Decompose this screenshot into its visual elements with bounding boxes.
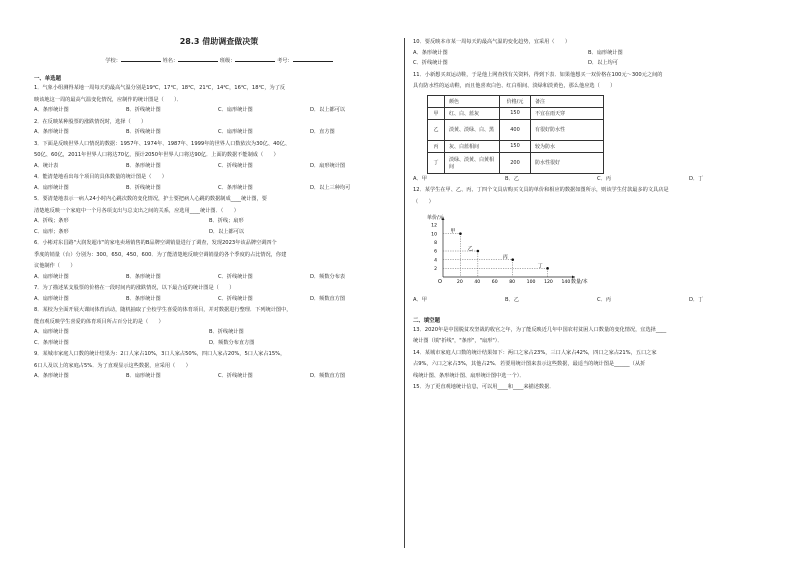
left-column — [34, 0, 404, 382]
question-3-options — [34, 161, 404, 172]
question-4-options — [34, 183, 404, 194]
table-cell: 甲 — [428, 107, 445, 119]
y-tick-label: 2 — [434, 266, 437, 272]
question-3-text-line: 50亿、60亿，2011年世界人口将达70亿，预计2050年世界人口将达90亿．上面的数据不能制成（ ） — [34, 152, 279, 158]
question-1-options — [34, 105, 404, 116]
question-4-option[interactable]: B．折线统计图 — [126, 184, 161, 191]
table-cell: 防水性很好 — [531, 152, 604, 173]
question-8-text-line: 8．某校为全面开展大课间体育活动，随机抽取了全校学生喜爱的体育项目，并对数据进行整理．下列统计图中， — [34, 307, 292, 313]
data-point-label: 丙 — [502, 254, 508, 261]
question-8-options-row — [34, 327, 404, 338]
question-11 — [413, 70, 783, 92]
question-10-option[interactable]: B．扇形统计图 — [588, 49, 623, 56]
question-1-option[interactable]: B．折线统计图 — [126, 107, 161, 113]
class-label: 班级： — [219, 58, 236, 64]
question-2-options — [34, 127, 404, 138]
question-3-option[interactable]: C．折线统计图 — [218, 162, 253, 169]
question-12 — [413, 185, 783, 207]
question-7-option[interactable]: D．频数直方图 — [310, 295, 346, 302]
question-11-option[interactable]: C．丙 — [597, 175, 611, 182]
y-tick-label: 6 — [434, 249, 437, 255]
question-7-text-line: 7．为了描述某支股票的价格在一段时间内的涨跌情况，以下最合适的统计图是（ ） — [34, 285, 235, 291]
question-6-text-line: 议他制作（ ） — [34, 263, 76, 269]
data-point-label: 丁 — [537, 263, 543, 270]
question-7-option[interactable]: B．条形统计图 — [126, 295, 161, 302]
x-tick-label: 20 — [456, 280, 463, 285]
name-label: 姓名： — [162, 58, 179, 64]
question-2 — [34, 117, 404, 138]
question-13 — [413, 325, 783, 347]
question-10-option[interactable]: D．以上均可 — [588, 60, 618, 66]
y-tick-label: 4 — [434, 258, 437, 264]
question-6-text-line: 6．小彬对东昌路"大润发超市"的家电卖场销售的B品牌空调销量进行了调查，发现2023年该品牌空调四个 — [34, 240, 277, 246]
question-15-text-line: 15．为了更直观地统计信息，可以用____和____来描述数据． — [413, 384, 555, 390]
question-6 — [34, 238, 404, 282]
table-header-cell — [428, 95, 445, 107]
question-1-option[interactable]: A．条形统计图 — [34, 107, 69, 113]
question-2-option[interactable]: A．条形统计图 — [34, 129, 69, 135]
question-9 — [34, 349, 404, 382]
table-header-cell: 颜色 — [445, 95, 500, 107]
x-tick-label: 80 — [509, 280, 516, 285]
table-cell: 灰、白蓝相间 — [445, 140, 500, 152]
section-fill-blank: 二、填空题 — [413, 317, 440, 324]
data-point — [546, 267, 549, 270]
table-cell: 淡绿、淡黄、白黄相间 — [445, 152, 500, 173]
question-7-option[interactable]: A．扇形统计图 — [34, 295, 69, 302]
table-cell: 较为防水 — [531, 140, 604, 152]
id-blank[interactable] — [293, 55, 333, 62]
y-tick-label: 12 — [431, 223, 437, 229]
left-question-list — [34, 83, 404, 382]
question-11-text-line: 11．小新想买双运动鞋，于是他上网查找有关资料，得到下表．如果他想买一双价格在100元～300元之间的 — [413, 71, 663, 78]
data-point — [511, 258, 514, 261]
question-9-option[interactable]: B．扇形统计图 — [126, 373, 161, 379]
x-tick-label: 40 — [474, 280, 481, 285]
x-tick-label: 120 — [544, 280, 553, 285]
question-13-text-line: 13．2020年是中国脱贫攻坚战的收官之年，为了能反映近几年中国农村贫困人口数量的变化情况，宜选择____ — [413, 326, 667, 333]
question-6-option[interactable]: A．扇形统计图 — [34, 273, 69, 280]
table-row — [428, 140, 604, 152]
question-7-option[interactable]: C．折线统计图 — [218, 295, 253, 302]
question-11-options — [413, 174, 783, 185]
question-7-options — [34, 294, 404, 305]
data-point-label: 乙 — [467, 246, 473, 252]
question-1-text-line: 映该地这一周的最高气温变化情况，应制作的统计图是（ ）． — [34, 96, 182, 103]
x-tick-label: 140 — [561, 280, 571, 285]
question-3 — [34, 139, 404, 172]
question-4-text-line: 4．能清楚地看出每个项目的具体数量的统计图是（ ） — [34, 174, 167, 180]
question-12-options — [413, 295, 783, 306]
question-12-option[interactable]: A．甲 — [413, 297, 427, 303]
table-cell: 不宜在雨天穿 — [531, 107, 604, 119]
origin-label: O — [438, 279, 442, 285]
question-2-option[interactable]: B．折线统计图 — [126, 129, 161, 135]
x-axis-label: 数量/本 — [571, 279, 588, 285]
table-cell: 淡黄、淡绿、白、黑 — [445, 119, 500, 140]
school-label: 学校： — [105, 58, 121, 64]
question-12-text-line: 12．某学生在甲、乙、丙、丁四个文具店购买文具的单价和相应的数据如图所示，则该学生付款最多的文具店是 — [413, 187, 669, 193]
question-9-text-line: 9．某城市家庭人口数的统计结果为：2口人家占10%，3口人家占50%，四口人家占20%，5口人家占15%， — [34, 351, 286, 357]
question-5-option[interactable]: C．扇形；条形 — [34, 228, 69, 235]
page-title: 28.3 借助调查做决策 — [179, 37, 259, 46]
table-cell: 乙 — [428, 119, 445, 140]
question-15 — [413, 382, 783, 393]
question-4 — [34, 172, 404, 193]
table-row — [428, 119, 604, 140]
table-header-row — [428, 95, 604, 107]
y-axis-label: 单价/元 — [427, 215, 444, 221]
table-cell: 400 — [500, 119, 531, 140]
question-3-option[interactable]: D．扇形统计图 — [310, 162, 346, 169]
table-cell: 丁 — [428, 152, 445, 173]
y-tick-label: 10 — [431, 232, 437, 238]
question-1-text-line: 1．气象小组测得某地一周每天的最高气温分别是19℃，17℃，18℃，21℃，14℃，16℃，18℃，为了反 — [34, 85, 286, 91]
shoe-table — [427, 95, 604, 174]
question-8-text-line: 能直观反映学生喜爱的体育项目所占百分比的是（ ） — [34, 318, 164, 325]
data-point-label: 甲 — [450, 228, 456, 235]
question-14 — [413, 348, 783, 382]
question-11-option[interactable]: D．丁 — [689, 175, 704, 182]
question-14-text-line: 线统计图、条形统计图、扇形统计图中选一个）． — [413, 372, 525, 379]
student-info-line — [34, 55, 404, 64]
question-2-text-line: 2．在反映某种股票的涨跌情况时，选择（ ） — [34, 118, 147, 125]
id-label: 考号： — [277, 58, 293, 64]
question-5-option[interactable]: B．折线；扇形 — [209, 218, 244, 224]
question-6-option[interactable]: B．条形统计图 — [126, 273, 161, 280]
table-header-cell: 备注 — [531, 95, 604, 107]
question-9-options — [34, 371, 404, 382]
question-1 — [34, 83, 404, 116]
table-header-cell: 价格/元 — [500, 95, 531, 107]
question-13-text-line: 统计图（填"折线"，"条形"，"扇形"）． — [413, 338, 503, 344]
y-tick-label: 8 — [434, 240, 437, 246]
question-12-option[interactable]: C．丙 — [597, 297, 611, 303]
question-5-text-line: 5．要清楚地表示一病人24小时内心跳次数的变化情况，护士要把病人心跳的数据制成____统计图，要 — [34, 196, 267, 202]
question-12-options — [413, 295, 783, 306]
question-12-option[interactable]: B．乙 — [505, 297, 519, 303]
question-11-option[interactable]: A．甲 — [413, 175, 427, 182]
question-6-option[interactable]: C．折线统计图 — [218, 273, 253, 280]
data-point — [459, 232, 462, 235]
table-cell: 红、白、蓝灰 — [445, 107, 500, 119]
x-tick-label: 60 — [491, 280, 498, 285]
question-8 — [34, 305, 404, 348]
school-blank[interactable] — [121, 55, 161, 62]
question-10-text-line: 10．要反映本市某一周每天的最高气温的变化趋势，宜采用（ ） — [413, 39, 571, 45]
question-12-option[interactable]: D．丁 — [689, 297, 704, 303]
question-4-option[interactable]: C．条形统计图 — [218, 184, 253, 191]
question-9-option[interactable]: C．折线统计图 — [218, 373, 253, 379]
question-10 — [413, 37, 783, 69]
price-quantity-chart — [421, 209, 783, 295]
table-cell: 150 — [500, 140, 531, 152]
question-5-option[interactable]: D．以上都可以 — [209, 228, 245, 235]
question-5-options-row — [34, 227, 404, 238]
question-2-option[interactable]: C．扇形统计图 — [218, 129, 253, 135]
section-single-choice: 一、单选题 — [34, 76, 61, 82]
table-row — [428, 152, 604, 173]
question-3-text-line: 3．下面是反映世界人口情况的数据：1957年、1974年、1987年、1999年的世界人口数依次为30亿、40亿、 — [34, 140, 291, 147]
chart-svg — [421, 209, 601, 291]
column-divider — [404, 38, 405, 548]
table-cell: 有很好防水性 — [531, 119, 604, 140]
class-blank[interactable] — [235, 55, 275, 62]
question-5-options-row — [34, 216, 404, 227]
question-4-option[interactable]: A．扇形统计图 — [34, 184, 69, 191]
table-cell: 丙 — [428, 140, 445, 152]
question-10-options-row — [413, 58, 783, 69]
question-11-option[interactable]: B．乙 — [505, 175, 519, 182]
question-8-option[interactable]: B．折线统计图 — [209, 329, 244, 335]
table-row — [428, 107, 604, 119]
question-8-option[interactable]: A．扇形统计图 — [34, 329, 69, 335]
question-9-option[interactable]: A．条形统计图 — [34, 373, 69, 379]
x-tick-label: 100 — [526, 280, 536, 285]
question-9-option[interactable]: D．频数直方图 — [310, 373, 346, 379]
question-14-text-line: 14．某城市家庭人口数的统计结果如下：两口之家占23%，三口人家占42%，四口之家占21%，五口之家 — [413, 349, 657, 356]
question-9-text-line: 6口人及以上的家庭占5%．为了直观显示这些数据，应采用（ ） — [34, 362, 191, 369]
question-12-text-line: （ ） — [413, 198, 434, 205]
table-cell: 150 — [500, 107, 531, 119]
question-8-options-row — [34, 338, 404, 349]
question-6-options — [34, 272, 404, 283]
question-10-option[interactable]: A．条形统计图 — [413, 49, 448, 56]
question-5-option[interactable]: A．折线；条形 — [34, 218, 69, 224]
question-1-option[interactable]: C．扇形统计图 — [218, 107, 253, 113]
question-6-option[interactable]: D．频数分布表 — [310, 273, 346, 280]
question-10-options-row — [413, 48, 783, 59]
question-8-option[interactable]: D．频数分布直方图 — [209, 339, 255, 346]
right-column — [413, 0, 783, 393]
table-cell: 200 — [500, 152, 531, 173]
question-11-options — [413, 174, 783, 185]
question-5 — [34, 194, 404, 237]
question-11-text-line: 具有防水性的运动鞋，而且他喜欢白色、红白相间、淡绿和淡黄色，那么他应选（ ） — [413, 83, 616, 89]
data-point — [477, 250, 480, 253]
question-8-option[interactable]: C．条形统计图 — [34, 339, 69, 346]
question-2-option[interactable]: D．直方图 — [310, 129, 335, 135]
name-blank[interactable] — [178, 55, 218, 62]
question-4-option[interactable]: D．以上三种均可 — [310, 184, 351, 191]
question-6-text-line: 季度的销量（台）分别为：300，650，450，600．为了能清楚地反映空调销量的各个季度的占比情况，你建 — [34, 251, 287, 258]
question-5-text-line: 清楚地反映一个家庭中一个月各项支出与总支出之间的关系，应选用____统计图．（ ） — [34, 207, 239, 214]
question-1-option[interactable]: D．以上都可以 — [310, 107, 346, 113]
question-3-option[interactable]: A．统计表 — [34, 162, 59, 169]
question-14-text-line: 占9%，六口之家占3%，其他占2%．若要用统计图来表示这些数据，最适当的统计图是______（从折 — [413, 361, 646, 367]
question-7 — [34, 283, 404, 304]
question-3-option[interactable]: B．条形统计图 — [126, 162, 161, 169]
question-10-option[interactable]: C．折线统计图 — [413, 60, 448, 66]
